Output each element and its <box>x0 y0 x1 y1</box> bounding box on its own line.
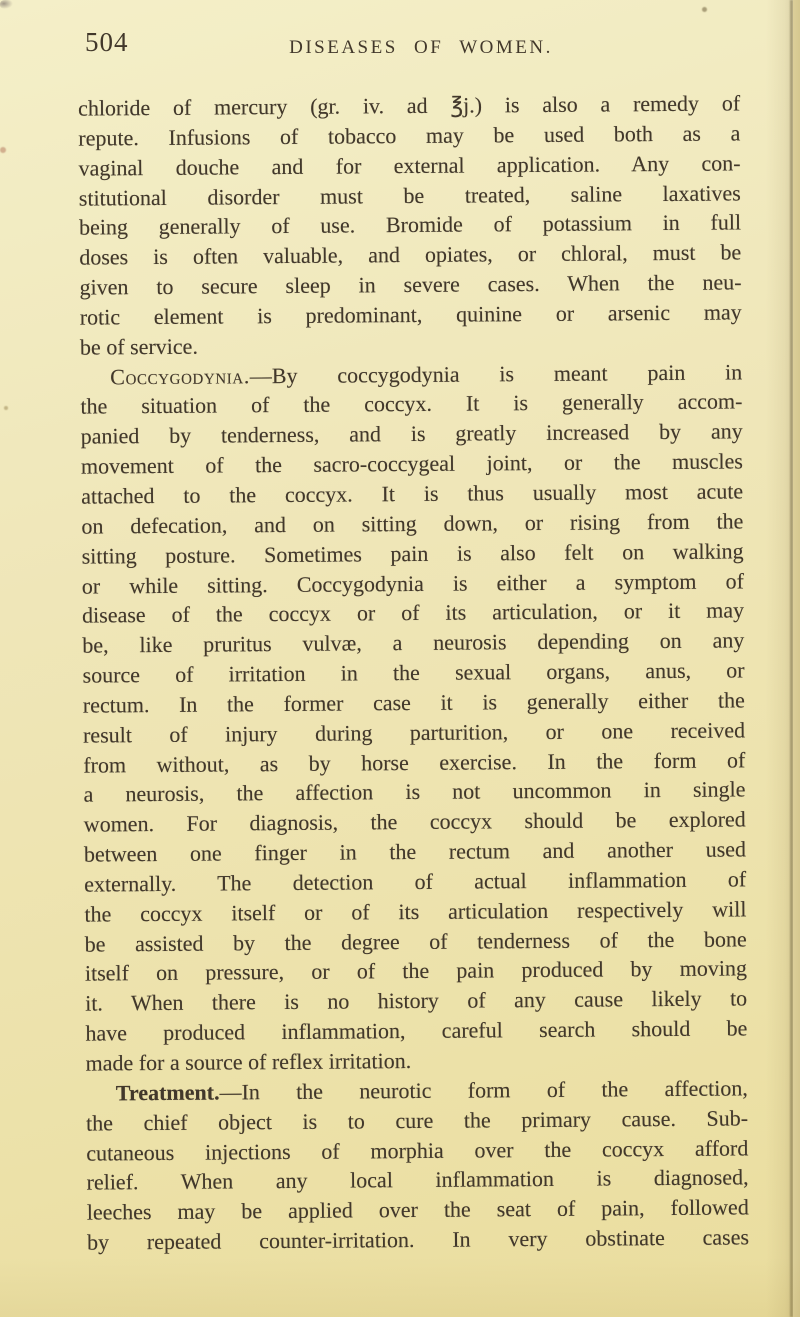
text-line: disease of the coccyx or of its articulation, or it may <box>82 597 745 628</box>
body-text <box>78 88 749 1257</box>
text-line: movement of the sacro-coccygeal joint, or the muscles <box>80 448 744 479</box>
paragraph-lead-line <box>86 1073 748 1108</box>
text-line: given to secure sleep in severe cases. When the neu- <box>79 269 742 300</box>
paragraph-lead-rest: —In the neurotic form of the affection, <box>219 1075 748 1105</box>
text-line: be, like pruritus vulvæ, a neurosis depending on any <box>82 627 745 658</box>
text-line: the chief object is to cure the primary cause. Sub- <box>85 1105 749 1136</box>
scan-speck <box>4 406 8 410</box>
text-line: source of irritation in the sexual organs, anus, or <box>82 657 745 688</box>
page-edge-line <box>790 0 793 1317</box>
text-line: stitutional disorder must be treated, saline laxatives <box>78 179 741 211</box>
text-line: on defecation, and on sitting down, or rising from the <box>81 508 744 539</box>
text-line: itself on pressure, or of the pain produced by moving <box>84 955 747 987</box>
text-line: a neurosis, the affection is not uncommon in single <box>83 776 746 807</box>
scan-speck <box>0 0 13 9</box>
text-line: be of service. <box>79 333 198 360</box>
text-line: relief. When any local inflammation is diagnosed, <box>86 1164 749 1195</box>
scan-speck <box>702 7 707 12</box>
text-line: doses is often valuable, and opiates, or chloral, must be <box>79 239 742 270</box>
running-header: DISEASES OF WOMEN. <box>289 37 553 58</box>
text-line: rectum. In the former case it is generally either the <box>82 687 745 718</box>
text-line: externally. The detection of actual inflammation of <box>84 866 747 897</box>
text-line: attached to the coccyx. It is thus usually most acute <box>81 478 744 509</box>
scan-speck <box>0 147 6 153</box>
text-line: the situation of the coccyx. It is generally accom- <box>80 388 743 420</box>
paragraph-lead-rest: —By coccygodynia is meant pain in <box>249 358 743 388</box>
text-line: by repeated counter-irritation. In very obstinate cases <box>86 1224 750 1255</box>
text-line: repute. Infusions of tobacco may be used both as a <box>78 120 741 151</box>
text-line: rotic element is predominant, quinine or arsenic may <box>79 299 742 330</box>
text-line: chloride of mercury (gr. iv. ad ℥j.) is also a remedy of <box>78 90 741 121</box>
text-line: result of injury during parturition, or one received <box>82 717 746 748</box>
text-line: cutaneous injections of morphia over the coccyx afford <box>86 1134 749 1166</box>
text-line: being generally of use. Bromide of potassium in full <box>78 209 742 240</box>
page-edge-shadow <box>766 0 800 1317</box>
paragraph-lead-bold: Treatment. <box>115 1079 220 1106</box>
page-bottom-shadow <box>0 1257 800 1317</box>
text-line: women. For diagnosis, the coccyx should be explored <box>83 806 746 837</box>
text-line: from without, as by horse exercise. In the form of <box>83 746 746 778</box>
text-line: have produced inflammation, careful search should be <box>85 1015 748 1046</box>
text-line: leeches may be applied over the seat of pain, followed <box>86 1194 749 1225</box>
text-line: made for a source of reflex irritation. <box>85 1048 412 1076</box>
text-line: be assisted by the degree of tenderness of the bone <box>84 925 747 957</box>
paragraph-lead-smallcaps: Coccygodynia. <box>110 362 250 389</box>
text-line: panied by tenderness, and is greatly increased by any <box>80 418 743 449</box>
text-line: or while sitting. Coccygodynia is either a symptom of <box>81 567 744 599</box>
text-line: the coccyx itself or of its articulation respectively will <box>84 896 747 927</box>
text-line: sitting posture. Sometimes pain is also felt on walking <box>81 538 744 569</box>
page-edge-margin <box>793 0 800 1317</box>
text-line: between one finger in the rectum and another used <box>83 836 747 867</box>
text-line: vaginal douche and for external application. Any con- <box>78 150 741 181</box>
page-number: 504 <box>85 27 129 57</box>
text-line: it. When there is no history of any cause likely to <box>85 985 748 1016</box>
